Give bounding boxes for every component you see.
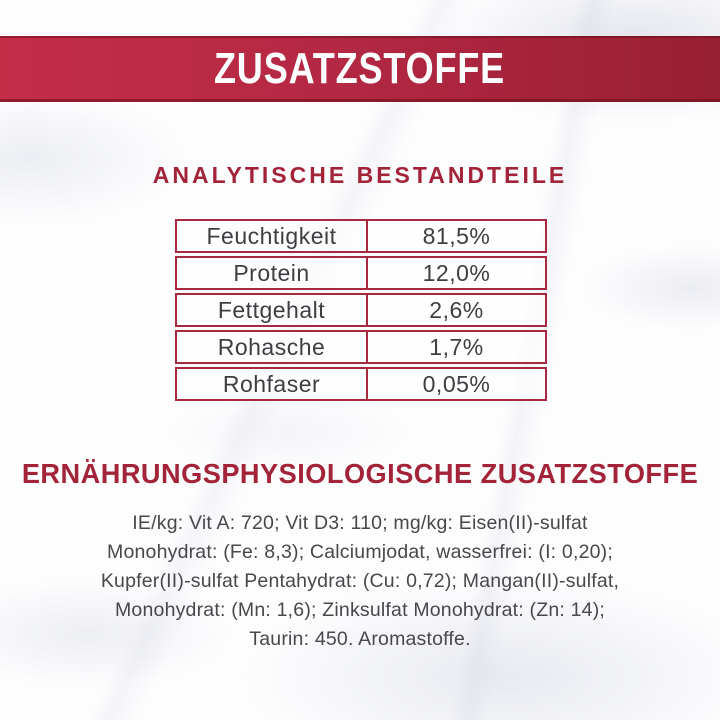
additives-text-line: Monohydrat: (Mn: 1,6); Zinksulfat Monohydrat: (Zn: 14); [114, 599, 606, 621]
additives-text-line: Monohydrat: (Fe: 8,3); Calciumjodat, wasserfrei: (I: 0,20); [107, 541, 613, 563]
banner-title: ZUSATZSTOFFE [214, 44, 506, 93]
additives-text-line: Taurin: 450. Aromastoffe. [249, 628, 471, 650]
nutrient-label: Rohfaser [177, 369, 368, 399]
additives-heading: ERNÄHRUNGSPHYSIOLOGISCHE ZUSATZSTOFFE [21, 458, 699, 489]
table-row [175, 256, 547, 290]
nutrient-label: Rohasche [177, 332, 368, 362]
nutrient-label: Feuchtigkeit [177, 221, 368, 251]
nutrient-value: 12,0% [422, 259, 491, 286]
nutrient-label: Fettgehalt [177, 295, 368, 325]
nutrient-label: Protein [177, 258, 368, 288]
analytical-heading: ANALYTISCHE BESTANDTEILE [152, 162, 568, 188]
nutrient-value: 0,05% [422, 370, 491, 397]
additives-text [0, 509, 720, 654]
table-row [175, 219, 547, 253]
additives-text-line: IE/kg: Vit A: 720; Vit D3: 110; mg/kg: Eisen(II)-sulfat [132, 512, 588, 534]
nutrient-value: 81,5% [422, 222, 491, 249]
nutrient-value: 1,7% [429, 333, 484, 360]
table-row [175, 293, 547, 327]
table-row [175, 330, 547, 364]
additives-text-line: Kupfer(II)-sulfat Pentahydrat: (Cu: 0,72); Mangan(II)-sulfat, [100, 570, 620, 592]
analytical-table [175, 219, 547, 404]
nutrient-value: 2,6% [429, 296, 484, 323]
title-banner [0, 36, 720, 102]
table-row [175, 367, 547, 401]
